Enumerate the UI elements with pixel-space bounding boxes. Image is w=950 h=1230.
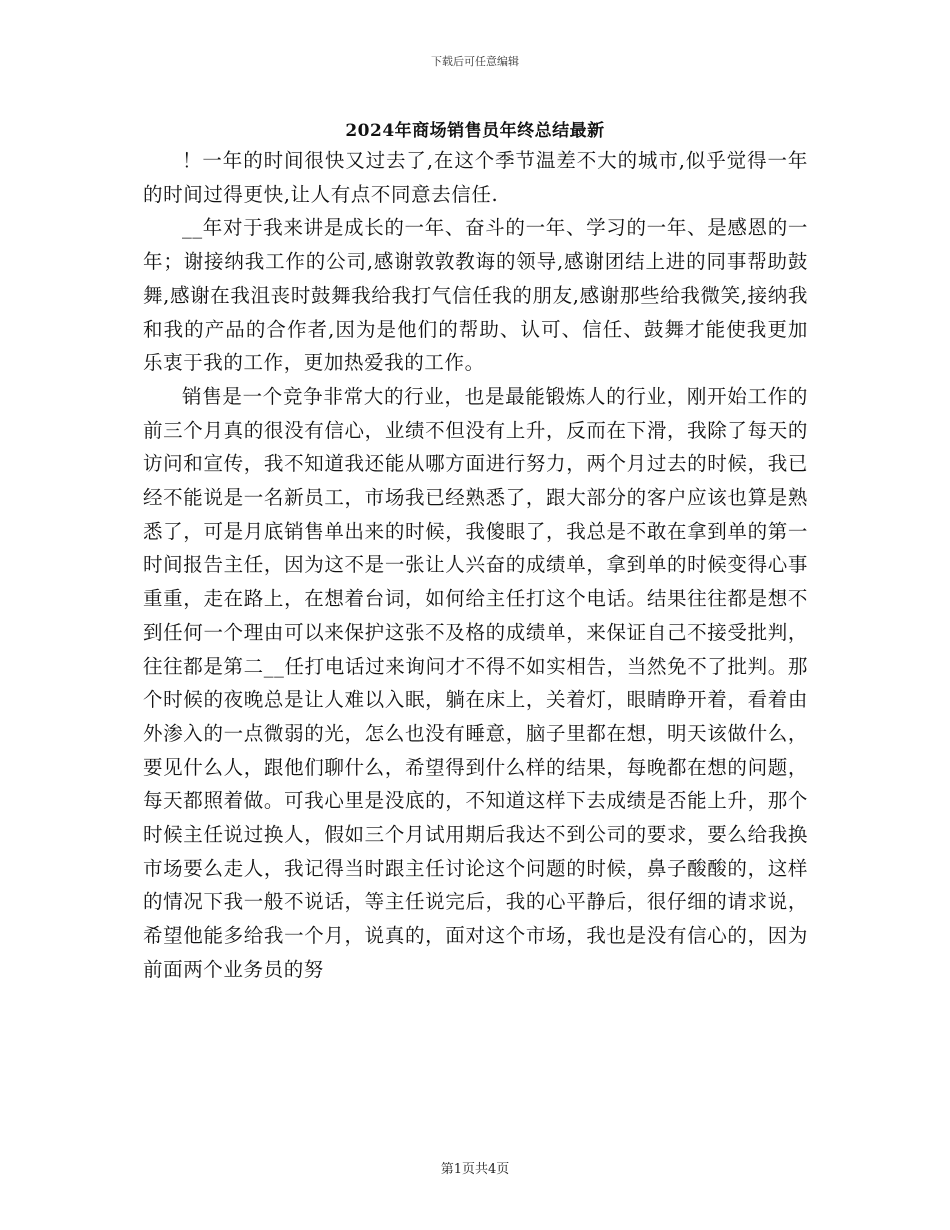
paragraph-2: __年对于我来讲是成长的一年、奋斗的一年、学习的一年、是感恩的一年；谢接纳我工作的公司,感谢敦敦教诲的领导,感谢团结上进的同事帮助鼓舞,感谢在我沮丧时鼓舞我给我打气信任我的朋友,感谢那些给我微笑,接纳我和我的产品的合作者,因为是他们的帮助、认可、信任、鼓舞才能使我更加乐衷于我的工作，更加热爱我的工作。: [143, 216, 808, 375]
page-number: 第1页共4页: [440, 1162, 510, 1177]
document-body: [143, 144, 808, 987]
paragraph-1: ！一年的时间很快又过去了,在这个季节温差不大的城市,似乎觉得一年的时间过得更快,让人有点不同意去信任.: [143, 149, 808, 206]
document-title: 2024年商场销售员年终总结最新: [345, 121, 605, 141]
paragraph-3: 销售是一个竞争非常大的行业，也是最能锻炼人的行业，刚开始工作的前三个月真的很没有信心，业绩不但没有上升，反而在下滑，我除了每天的访问和宣传，我不知道我还能从哪方面进行努力，两个月过去的时候，我已经不能说是一名新员工，市场我已经熟悉了，跟大部分的客户应该也算是熟悉了，可是月底销售单出来的时候，我傻眼了，我总是不敢在拿到单的第一时间报告主任，因为这不是一张让人兴奋的成绩单，拿到单的时候变得心事重重，走在路上，在想着台词，如何给主任打这个电话。结果往往都是想不到任何一个理由可以来保护这张不及格的成绩单，来保证自己不接受批判，往往都是第二__任打电话过来询问才不得不如实相告，当然免不了批判。那个时候的夜晚总是让人难以入眠，躺在床上，关着灯，眼睛睁开着，看着由外渗入的一点微弱的光，怎么也没有睡意，脑子里都在想，明天该做什么，要见什么人，跟他们聊什么，希望得到什么样的结果，每晚都在想的问题，每天都照着做。可我心里是没底的，不知道这样下去成绩是否能上升，那个时候主任说过换人，假如三个月试用期后我达不到公司的要求，要么给我换市场要么走人，我记得当时跟主任讨论这个问题的时候，鼻子酸酸的，这样的情况下我一般不说话，等主任说完后，我的心平静后，很仔细的请求说，希望他能多给我一个月，说真的，面对这个市场，我也是没有信心的，因为前面两个业务员的努: [143, 384, 808, 981]
header-note: 下载后可任意编辑: [431, 55, 519, 68]
